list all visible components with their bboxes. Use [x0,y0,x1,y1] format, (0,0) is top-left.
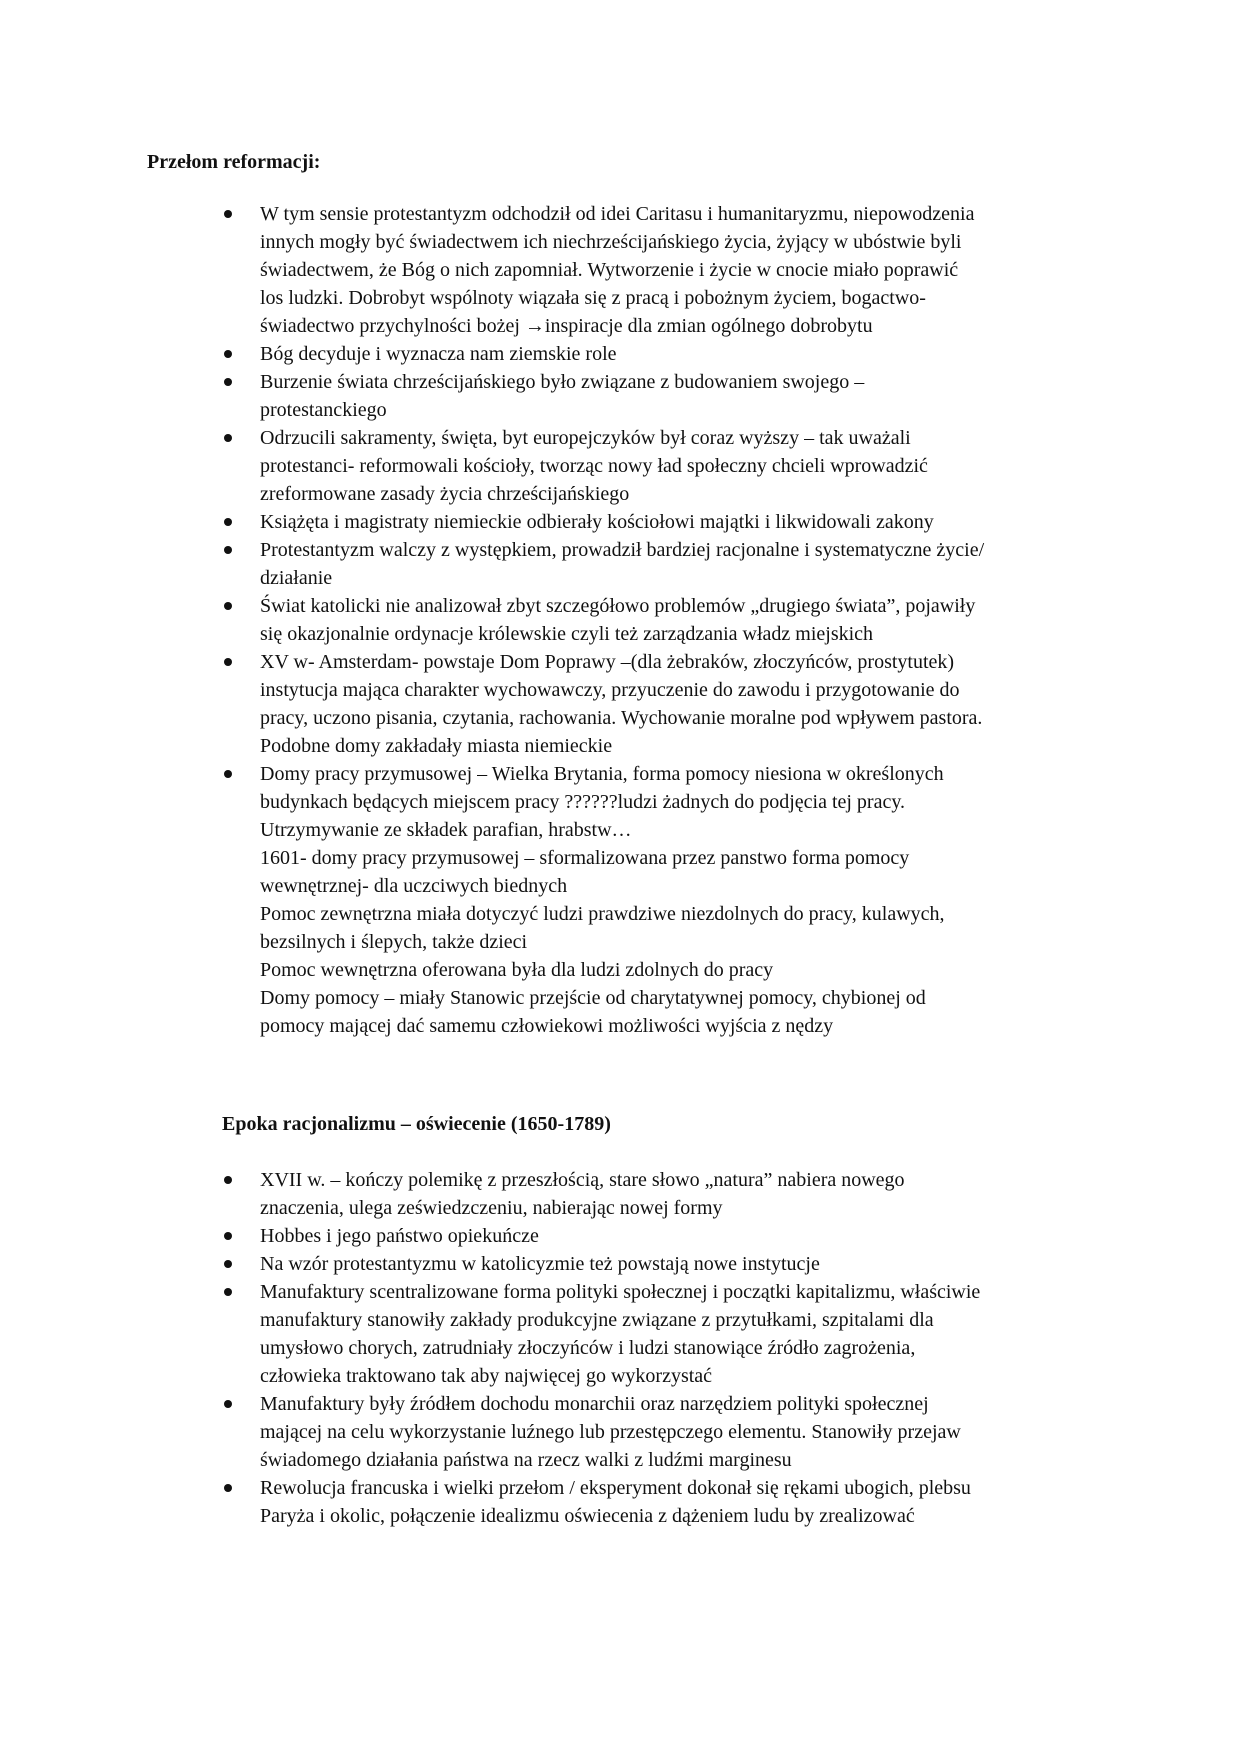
list-item-line: Pomoc zewnętrzna miała dotyczyć ludzi prawdziwe niezdolnych do pracy, kulawych, [260,903,945,925]
list-item [222,1222,1102,1250]
list-item-line: Protestantyzm walczy z występkiem, prowadził bardziej racjonalne i systematyczne życie/ [260,539,985,561]
list-item-line: Domy pomocy – miały Stanowic przejście od charytatywnej pomocy, chybionej od [260,987,926,1009]
list-item-line: manufaktury stanowiły zakłady produkcyjne związane z przytułkami, szpitalami dla [260,1309,934,1331]
list-item-line: Burzenie świata chrześcijańskiego było związane z budowaniem swojego – [260,371,865,393]
list-item [222,424,1102,508]
list-item [222,1278,1102,1390]
list-item-line: protestanci- reformowali kościoły, tworząc nowy ład społeczny chcieli wprowadzić [260,455,928,477]
list-item-line: 1601- domy pracy przymusowej – sformalizowana przez panstwo forma pomocy [260,847,910,869]
list-item-line: się okazjonalnie ordynacje królewskie czyli też zarządzania władz miejskich [260,623,874,645]
section-heading-reformation: Przełom reformacji: [147,151,321,173]
list-item [222,760,1102,1040]
list-item-line: pracy, uczono pisania, czytania, rachowania. Wychowanie moralne pod wpływem pastora. [260,707,983,729]
list-item-line: Pomoc wewnętrzna oferowana była dla ludzi zdolnych do pracy [260,959,774,981]
list-item-line: świadomego działania państwa na rzecz walki z ludźmi marginesu [260,1449,792,1471]
list-item [222,340,1102,368]
list-item [222,1474,1102,1530]
list-item [222,1250,1102,1278]
list-item-line: Na wzór protestantyzmu w katolicyzmie też powstają nowe instytucje [260,1253,820,1275]
list-item-line: Hobbes i jego państwo opiekuńcze [260,1225,539,1247]
list-item-line: Manufaktury scentralizowane forma polityki społecznej i początki kapitalizmu, właściwie [260,1281,981,1303]
list-item-line: Utrzymywanie ze składek parafian, hrabstw… [260,819,632,841]
list-item-line: pomocy mającej dać samemu człowiekowi możliwości wyjścia z nędzy [260,1015,834,1037]
list-item-line: człowieka traktowano tak aby najwięcej go wykorzystać [260,1365,713,1387]
list-item [222,536,1102,592]
list-item [222,368,1102,424]
list-item [222,1166,1102,1222]
list-item-line: działanie [260,567,333,589]
list-item-line: Książęta i magistraty niemieckie odbierały kościołowi majątki i likwidowali zakony [260,511,934,533]
list-item-line: mającej na celu wykorzystanie luźnego lub przestępczego elementu. Stanowiły przejaw [260,1421,961,1443]
list-item-line: Podobne domy zakładały miasta niemieckie [260,735,613,757]
list-item-line: W tym sensie protestantyzm odchodził od idei Caritasu i humanitaryzmu, niepowodzenia [260,203,975,225]
list-item-line: instytucja mająca charakter wychowawczy, przyuczenie do zawodu i przygotowanie do [260,679,960,701]
list-item-line: Bóg decyduje i wyznacza nam ziemskie role [260,343,617,365]
list-item-line: budynkach będących miejscem pracy ??????ludzi żadnych do podjęcia tej pracy. [260,791,906,813]
list-item [222,592,1102,648]
list-item-line: Paryża i okolic, połączenie idealizmu oświecenia z dążeniem ludu by zrealizować [260,1505,915,1527]
section-heading-rationalism: Epoka racjonalizmu – oświecenie (1650-1789) [222,1113,611,1135]
list-item-line: świadectwem, że Bóg o nich zapomniał. Wytworzenie i życie w cnocie miało poprawić [260,259,959,281]
list-item [222,648,1102,760]
list-item [222,1390,1102,1474]
list-item-line: XV w- Amsterdam- powstaje Dom Poprawy –(dla żebraków, złoczyńców, prostytutek) [260,651,955,673]
bullet-list-rationalism [222,1166,1102,1530]
list-item-line: innych mogły być świadectwem ich niechrześcijańskiego życia, żyjący w ubóstwie byli [260,231,962,253]
list-item-line: świadectwo przychylności bożej →inspiracje dla zmian ogólnego dobrobytu [260,315,873,337]
list-item-line: Odrzucili sakramenty, święta, byt europejczyków był coraz wyższy – tak uważali [260,427,911,449]
list-item-line: Rewolucja francuska i wielki przełom / eksperyment dokonał się rękami ubogich, plebsu [260,1477,971,1499]
list-item-line: los ludzki. Dobrobyt wspólnoty wiązała się z pracą i pobożnym życiem, bogactwo- [260,287,926,309]
list-item-line: znaczenia, ulega zeświedzczeniu, nabierając nowej formy [260,1197,723,1219]
list-item [222,200,1102,340]
bullet-list-reformation [222,200,1102,1040]
list-item-line: Manufaktury były źródłem dochodu monarchii oraz narzędziem polityki społecznej [260,1393,929,1415]
list-item-line: Domy pracy przymusowej – Wielka Brytania, forma pomocy niesiona w określonych [260,763,944,785]
list-item-line: protestanckiego [260,399,387,421]
list-item-line: wewnętrznej- dla uczciwych biednych [260,875,568,897]
list-item-line: bezsilnych i ślepych, także dzieci [260,931,528,953]
list-item [222,508,1102,536]
list-item-line: XVII w. – kończy polemikę z przeszłością, stare słowo „natura” nabiera nowego [260,1169,905,1191]
list-item-line: zreformowane zasady życia chrześcijańskiego [260,483,630,505]
list-item-line: Świat katolicki nie analizował zbyt szczegółowo problemów „drugiego świata”, pojawiły [260,595,976,617]
list-item-line: umysłowo chorych, zatrudniały złoczyńców i ludzi stanowiące źródło zagrożenia, [260,1337,916,1359]
